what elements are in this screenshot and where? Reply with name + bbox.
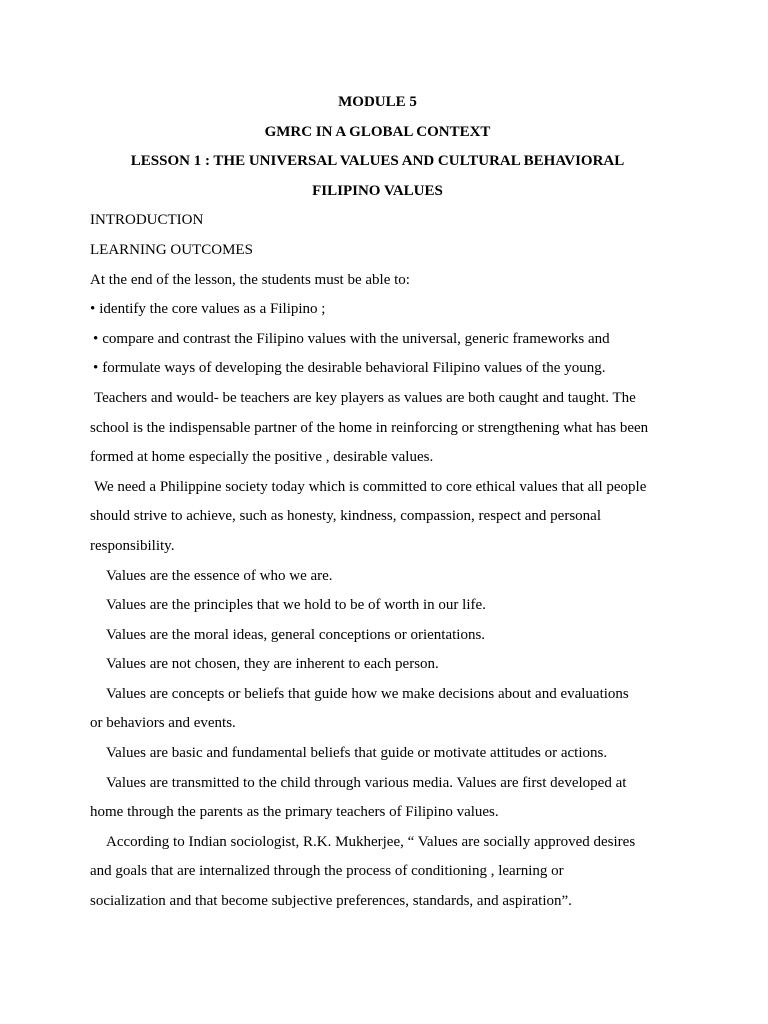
- paragraph-line: Values are the principles that we hold to be of worth in our life.: [106, 597, 486, 614]
- learning-outcomes-label: LEARNING OUTCOMES: [90, 241, 253, 258]
- outcome-item: [90, 295, 665, 325]
- paragraph-line: Teachers and would- be teachers are key players as values are both caught and taught. The: [94, 389, 636, 406]
- paragraph-line: and goals that are internalized through the process of conditioning , learning or: [90, 863, 564, 880]
- paragraph-line: responsibility.: [90, 537, 175, 554]
- values-statement: [90, 680, 665, 739]
- introduction-label: INTRODUCTION: [90, 212, 204, 229]
- lesson-heading-line-1: LESSON 1 : THE UNIVERSAL VALUES AND CULTURAL BEHAVIORAL: [130, 153, 625, 170]
- society-paragraph: [90, 473, 665, 562]
- bullet-icon: •: [90, 301, 96, 318]
- module-heading: MODULE 5: [338, 94, 417, 110]
- outcome-text: compare and contrast the Filipino values with the universal, generic frameworks and: [102, 330, 610, 347]
- lesson-heading-line-2: FILIPINO VALUES: [312, 182, 443, 199]
- page-content: [90, 88, 665, 917]
- bullet-icon: •: [93, 360, 99, 377]
- values-statement: [90, 621, 665, 651]
- teachers-paragraph: [90, 384, 665, 473]
- paragraph-line: Values are transmitted to the child through various media. Values are first developed at: [106, 774, 627, 791]
- values-statement: [90, 591, 665, 621]
- outcome-item: [90, 325, 665, 355]
- paragraph-line: school is the indispensable partner of the home in reinforcing or strengthening what has been: [90, 419, 649, 436]
- outcome-item: [90, 354, 665, 384]
- mukherjee-quote-paragraph: [90, 828, 665, 917]
- paragraph-line: Values are basic and fundamental beliefs that guide or motivate attitudes or actions.: [106, 745, 608, 762]
- outcomes-lead-in: At the end of the lesson, the students must be able to:: [90, 271, 410, 288]
- values-statement: [90, 739, 665, 769]
- values-statement: [90, 769, 665, 828]
- paragraph-line: Values are not chosen, they are inherent to each person.: [106, 656, 439, 673]
- paragraph-line: Values are the moral ideas, general conceptions or orientations.: [106, 626, 486, 643]
- values-statement: [90, 650, 665, 680]
- subject-heading: GMRC IN A GLOBAL CONTEXT: [264, 123, 491, 140]
- paragraph-line: should strive to achieve, such as honesty, kindness, compassion, respect and personal: [90, 508, 601, 525]
- bullet-icon: •: [93, 330, 99, 347]
- paragraph-line: or behaviors and events.: [90, 715, 236, 732]
- paragraph-line: socialization and that become subjective preferences, standards, and aspiration”.: [90, 893, 572, 910]
- paragraph-line: Values are concepts or beliefs that guide how we make decisions about and evaluations: [106, 685, 629, 702]
- paragraph-line: formed at home especially the positive , desirable values.: [90, 449, 434, 466]
- paragraph-line: home through the parents as the primary teachers of Filipino values.: [90, 804, 499, 821]
- outcome-text: formulate ways of developing the desirable behavioral Filipino values of the young.: [102, 360, 606, 377]
- paragraph-line: We need a Philippine society today which is committed to core ethical values that all people: [94, 478, 647, 495]
- paragraph-line: Values are the essence of who we are.: [106, 567, 333, 584]
- paragraph-line: According to Indian sociologist, R.K. Mukherjee, “ Values are socially approved desires: [106, 833, 636, 850]
- values-statement: [90, 562, 665, 592]
- outcome-text: identify the core values as a Filipino ;: [99, 301, 326, 318]
